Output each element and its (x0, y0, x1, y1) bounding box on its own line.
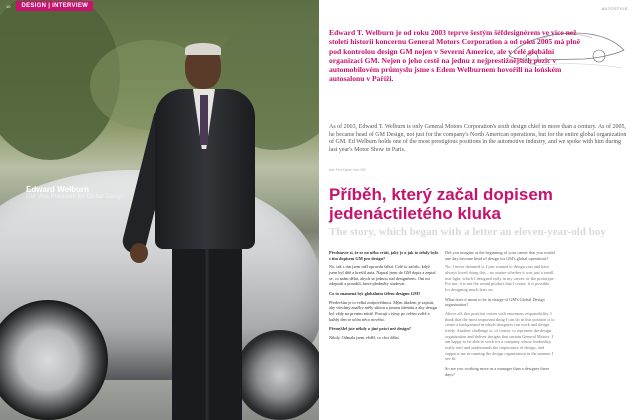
article-subheadline: The story, which began with a letter an eleven-year-old boy (329, 226, 606, 238)
author-credit: text: Petr Kaiser, foto: GM (329, 168, 366, 172)
article-column-czech (329, 250, 439, 345)
right-page (319, 0, 638, 420)
intro-paragraph-czech: Edward T. Welburn je od roku 2003 teprve šestým šéfdesignérem ve více než století historii koncernu General Motors Corporation a od roku 2005 má plně pod kontrolou design GM nejen v Severní Americe, ale v celé globální organizaci GM. Nejen o jeho cestě na jednu z nejprestižnějších pozic v automobilovém průmyslu jsme s Edem Welburnem hovořili na lońském autosalonu v Paříži. (329, 28, 581, 84)
interview-question: Co to znamená být globálním šéfem designu GM? (329, 291, 421, 297)
page-number: 10 (6, 3, 11, 9)
article-headline: Příběh, který začal dopisem jedenáctiletého kluka (329, 185, 553, 224)
person-figure (150, 45, 260, 420)
car-wheel-image (0, 300, 108, 420)
interview-question: So are you working more as a manager than a designer these days? (445, 366, 550, 377)
interview-answer: No, I never dreamed it. I just wanted to design cars and have always loved doing this – no matter whether it was just a small tear light, which I designed early in my career, or the prototype. For me, it is not the actual product that I create, it is possible for designing much later on. (445, 264, 555, 293)
running-header: AUTOSTYLE (601, 6, 628, 11)
left-page-header (0, 0, 93, 12)
section-label: DESIGN | INTERVIEW (16, 1, 93, 11)
interview-question: Přemýšlel jste někdy o jiné práci než design? (329, 326, 411, 332)
interview-answer: Především je to velká zodpovědnost. Mým úkolem je zajistit, aby všechny značky měly silnou a jasnou identitu a aby design byl vždy na prvním místě. Pracuji s týmy po celém světě a každý den se učím něco nového. (329, 299, 437, 322)
interview-answer: Nikdy. Odmala jsem věděl, co chci dělat. (329, 335, 400, 341)
interview-question: Did you imagine at the beginning of your career that you would one day become head of design for GM's global operations? (445, 250, 555, 261)
interview-answer: No, tak s tím jsem měl opravdu štěstí. Celé to začalo, když jsem byl dítě a kreslil auta. Napsal jsem do GM dopis a zeptal se, co mám dělat, abych se jednou stal designérem. Oni mi odepsali a poradili, které předměty studovat. (329, 264, 436, 287)
caption-name: Edward Welburn (26, 185, 89, 194)
article-column-english (445, 250, 555, 381)
interview-question: Představte si, že se na něho vrátí, jaký je a jak to tehdy bylo s tím dopisem GM pro design? (329, 250, 439, 261)
intro-paragraph-english: As of 2003, Edward T. Welburn is only General Motors Corporation's sixth design chief in more than a century. As of 2005, he became head of GM Design, not just for the company's North American operations, but for the entire global organization of GM. Ed Welburn holds one of the most prestigious positions in the automotive industry, and we spoke with him during last year's Motor Show in Paris. (329, 124, 627, 153)
interview-question: What does it mean to be in charge of GM's Global Design organization? (445, 296, 545, 308)
photo-caption (26, 185, 124, 200)
interview-answer: Above all, this position comes with enormous responsibility. I think that the most important thing I can do in this position is to create a background in which designers can work and design freely. Another challenge is, of course, to represent the design organization and deliver designs that sustain General Motors. I am happy to be able to work for a company whose leadership really sees and understands the importance of design, and supports me in running the design organization in the manner I see fit. (445, 311, 555, 362)
caption-role: GM Vice President for Global Design (26, 194, 124, 200)
